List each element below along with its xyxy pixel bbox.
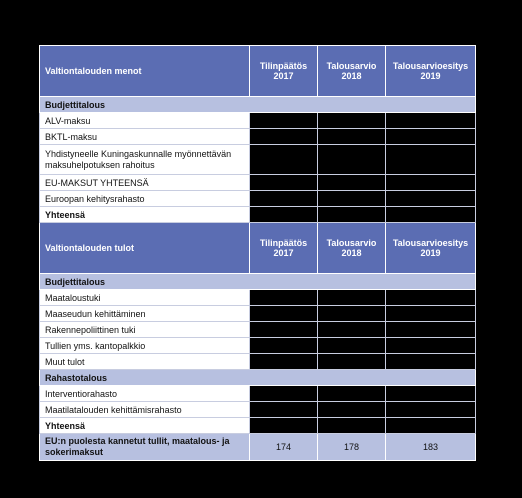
value-cell <box>250 207 318 223</box>
row-label: Euroopan kehitysrahasto <box>40 191 250 207</box>
col-header-2017: Tilinpäätös 2017 <box>250 223 318 274</box>
table-row <box>40 191 476 207</box>
value-cell <box>318 290 386 306</box>
row-label: BKTL-maksu <box>40 129 250 145</box>
total-row <box>40 418 476 434</box>
section-row <box>40 274 476 290</box>
value-cell <box>318 306 386 322</box>
row-label: Yhdistyneelle Kuningaskunnalle myönnettävän maksuhelpotuksen rahoitus <box>40 145 250 175</box>
value-cell <box>386 402 476 418</box>
value-cell <box>386 354 476 370</box>
value-cell <box>318 129 386 145</box>
value-cell <box>386 207 476 223</box>
value-cell <box>386 290 476 306</box>
eu-customs-row <box>40 434 476 461</box>
section-label: Budjettitalous <box>40 274 476 290</box>
row-label: Rakennepoliittinen tuki <box>40 322 250 338</box>
value-cell <box>250 322 318 338</box>
value-cell <box>386 386 476 402</box>
row-label: ALV-maksu <box>40 113 250 129</box>
value-cell <box>318 175 386 191</box>
value-cell <box>318 386 386 402</box>
value-cell <box>386 129 476 145</box>
row-label: Muut tulot <box>40 354 250 370</box>
value-cell <box>250 129 318 145</box>
row-label: Maatilatalouden kehittämisrahasto <box>40 402 250 418</box>
value-cell <box>318 113 386 129</box>
table-row <box>40 386 476 402</box>
expenses-title: Valtiontalouden menot <box>40 46 250 97</box>
section-label: Budjettitalous <box>40 97 476 113</box>
income-title: Valtiontalouden tulot <box>40 223 250 274</box>
eu-value-2017: 174 <box>250 434 318 461</box>
value-cell <box>318 191 386 207</box>
value-cell <box>386 113 476 129</box>
value-cell <box>386 145 476 175</box>
table-row <box>40 113 476 129</box>
total-label: Yhteensä <box>40 418 250 434</box>
eu-customs-label: EU:n puolesta kannetut tullit, maatalous- ja sokerimaksut <box>40 434 250 461</box>
row-label: EU-MAKSUT YHTEENSÄ <box>40 175 250 191</box>
value-cell <box>318 402 386 418</box>
budget-table-container <box>39 45 475 461</box>
col-header-2017: Tilinpäätös 2017 <box>250 46 318 97</box>
value-cell <box>318 322 386 338</box>
value-cell <box>318 418 386 434</box>
table-row <box>40 322 476 338</box>
expenses-header-row <box>40 46 476 97</box>
total-label: Yhteensä <box>40 207 250 223</box>
value-cell <box>250 354 318 370</box>
section-row <box>40 370 476 386</box>
value-cell <box>386 338 476 354</box>
table-row <box>40 354 476 370</box>
row-label: Maataloustuki <box>40 290 250 306</box>
value-cell <box>250 290 318 306</box>
budget-table <box>39 45 476 461</box>
value-cell <box>318 207 386 223</box>
col-header-2019: Talousarvioesitys 2019 <box>386 223 476 274</box>
section-label: Rahastotalous <box>40 370 476 386</box>
row-label: Interventiorahasto <box>40 386 250 402</box>
value-cell <box>386 191 476 207</box>
table-row <box>40 402 476 418</box>
value-cell <box>250 175 318 191</box>
value-cell <box>250 338 318 354</box>
value-cell <box>250 418 318 434</box>
section-row <box>40 97 476 113</box>
value-cell <box>250 402 318 418</box>
row-label: Tullien yms. kantopalkkio <box>40 338 250 354</box>
table-row <box>40 175 476 191</box>
value-cell <box>386 322 476 338</box>
value-cell <box>250 306 318 322</box>
eu-value-2018: 178 <box>318 434 386 461</box>
col-header-2018: Talousarvio 2018 <box>318 223 386 274</box>
value-cell <box>386 306 476 322</box>
value-cell <box>250 191 318 207</box>
value-cell <box>386 175 476 191</box>
total-row <box>40 207 476 223</box>
col-header-2018: Talousarvio 2018 <box>318 46 386 97</box>
value-cell <box>318 354 386 370</box>
value-cell <box>318 338 386 354</box>
value-cell <box>250 113 318 129</box>
table-row <box>40 338 476 354</box>
table-row <box>40 306 476 322</box>
col-header-2019: Talousarvioesitys 2019 <box>386 46 476 97</box>
table-row <box>40 145 476 175</box>
value-cell <box>318 145 386 175</box>
value-cell <box>250 386 318 402</box>
eu-value-2019: 183 <box>386 434 476 461</box>
row-label: Maaseudun kehittäminen <box>40 306 250 322</box>
table-row <box>40 129 476 145</box>
income-header-row <box>40 223 476 274</box>
value-cell <box>386 418 476 434</box>
table-row <box>40 290 476 306</box>
value-cell <box>250 145 318 175</box>
